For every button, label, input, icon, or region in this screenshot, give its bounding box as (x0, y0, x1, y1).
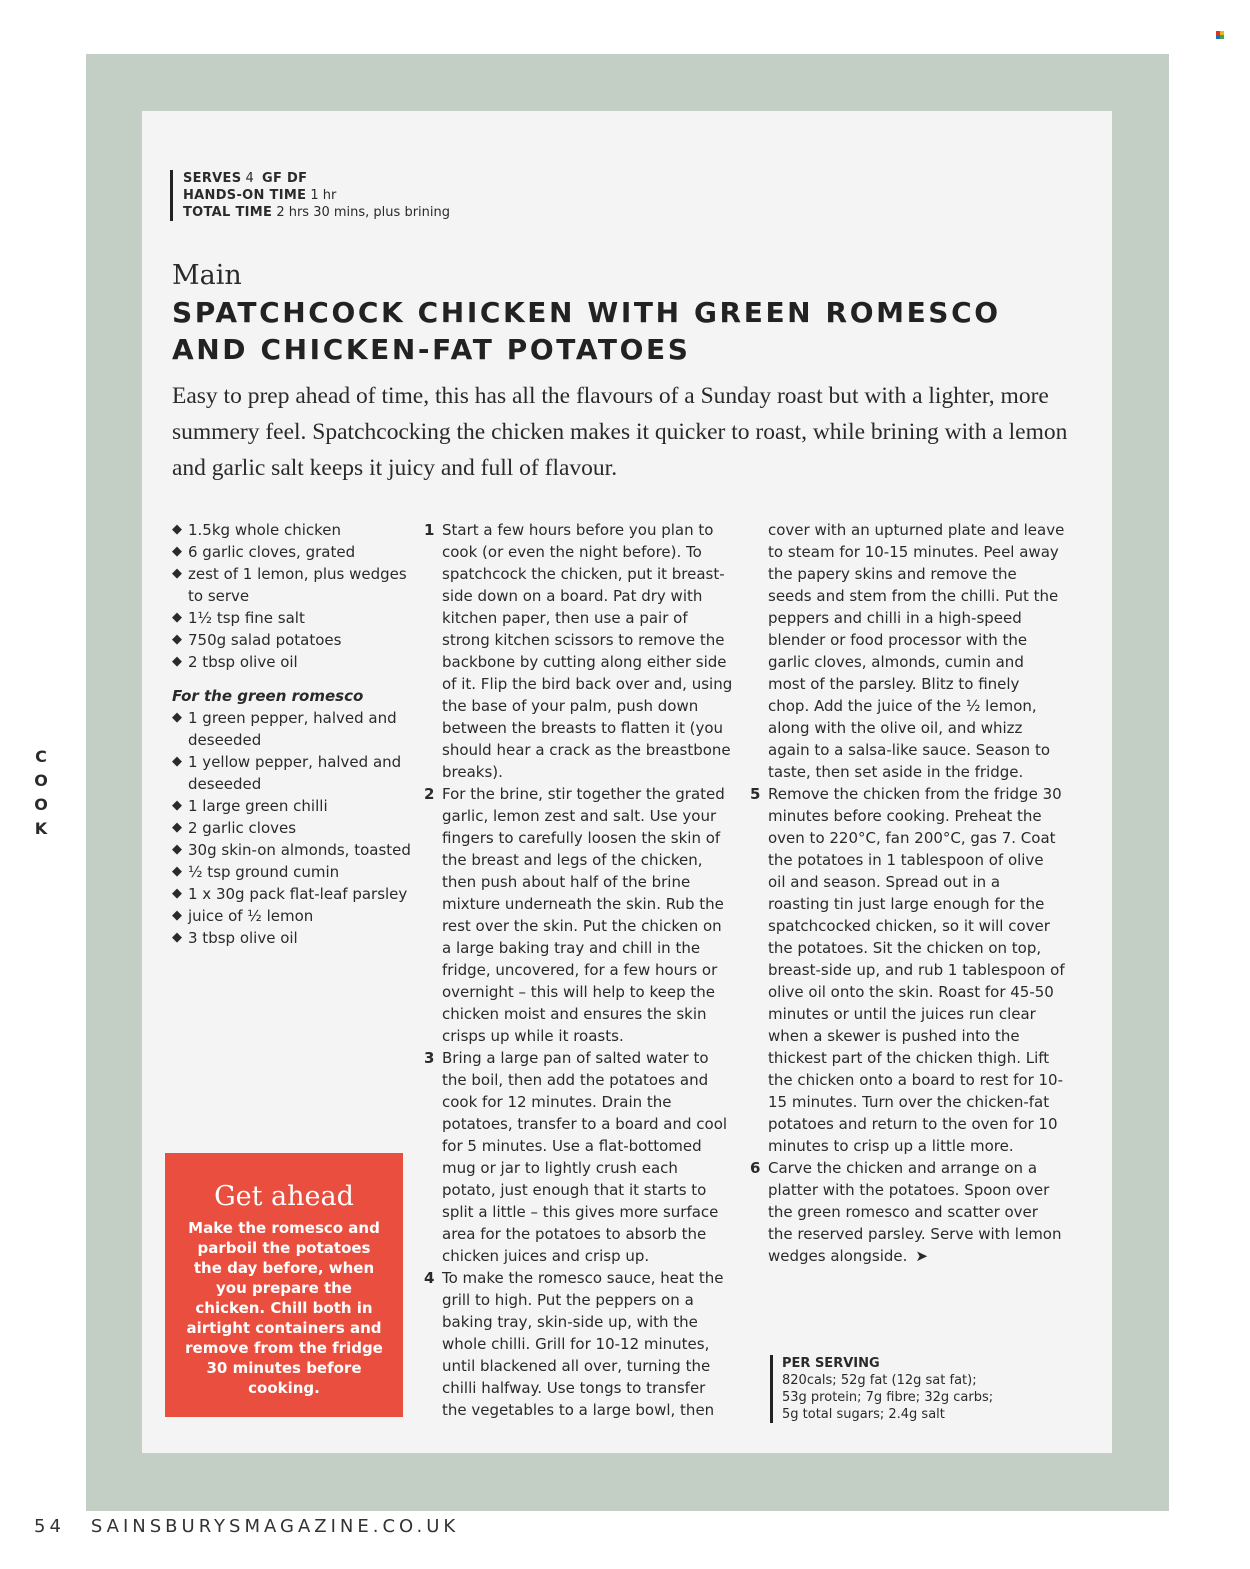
ingredient-item (172, 795, 412, 817)
website-link[interactable]: SAINSBURYSMAGAZINE.CO.UK (90, 1516, 460, 1537)
diamond-bullet-icon: ◆ (172, 654, 182, 669)
nutrition-line-2: 53g protein; 7g fibre; 32g carbs; (782, 1390, 994, 1405)
step-text: To make the romesco sauce, heat the grill to high. Put the peppers on a baking tray, skin-side up, with the whole chilli. Grill for 10-12 minutes, until blackened all over, turning the chilli halfway. Use tongs to transfer the vegetables to a large bowl, then (442, 1269, 724, 1419)
ingredient-text: 30g skin-on almonds, toasted (188, 841, 411, 859)
ingredient-text: ½ tsp ground cumin (188, 863, 340, 881)
ingredient-item (172, 817, 412, 839)
ingredient-text: 6 garlic cloves, grated (188, 543, 356, 561)
step-text: Remove the chicken from the fridge 30 minutes before cooking. Preheat the oven to 220°C, fan 200°C, gas 7. Coat the potatoes in 1 tablespoon of olive oil and season. Spread out in a roasting tin just large enough for the spatchcocked chicken, so it will cover the potatoes. Sit the chicken on top, breast-side up, and rub 1 tablespoon of olive oil onto the skin. Roast for 45-50 minutes or until the juices run clear when a skewer is pushed into the thickest part of the chicken thigh. Lift the chicken onto a board to rest for 10-15 minutes. Turn over the chicken-fat potatoes and return to the oven for 10 minutes to crisp up a little more. (768, 785, 1065, 1155)
step-number: 1 (424, 521, 435, 539)
ingredient-item (172, 541, 412, 563)
diamond-bullet-icon: ◆ (172, 632, 182, 647)
section-label-cook (28, 745, 54, 841)
ingredient-item (172, 751, 412, 795)
ingredient-item (172, 629, 412, 651)
hands-on-label: HANDS-ON TIME (183, 188, 307, 203)
ingredient-text: 1 green pepper, halved and deseeded (188, 709, 397, 749)
step-number: 5 (750, 785, 761, 803)
ingredient-item (172, 839, 412, 861)
ingredient-item (172, 861, 412, 883)
nutrition-line-3: 5g total sugars; 2.4g salt (782, 1407, 945, 1422)
method-step (750, 783, 1065, 1157)
side-letter: K (34, 819, 48, 838)
method-step (424, 1047, 734, 1267)
ingredient-text: 3 tbsp olive oil (188, 929, 298, 947)
step-number: 4 (424, 1269, 435, 1287)
method-step (424, 1267, 734, 1421)
hands-on-value: 1 hr (310, 188, 337, 203)
get-ahead-box (165, 1153, 403, 1417)
nutrition-heading: PER SERVING (782, 1356, 880, 1371)
ingredient-item (172, 883, 412, 905)
ingredient-text: 2 garlic cloves (188, 819, 297, 837)
step-number: 3 (424, 1049, 435, 1067)
diamond-bullet-icon: ◆ (172, 798, 182, 813)
nutrition-line-1: 820cals; 52g fat (12g sat fat); (782, 1373, 977, 1388)
ingredient-item (172, 607, 412, 629)
publisher-logo (1216, 31, 1224, 39)
diamond-bullet-icon: ◆ (172, 886, 182, 901)
get-ahead-title: Get ahead (214, 1181, 354, 1212)
diamond-bullet-icon: ◆ (172, 754, 182, 769)
step-text: Bring a large pan of salted water to the boil, then add the potatoes and cook for 12 minutes. Drain the potatoes, transfer to a board and cool for 5 minutes. Use a flat-bottomed mug or jar to lightly crush each potato, just enough that it starts to split a little – this gives more surface area for the potatoes to absorb the chicken juices and crisp up. (442, 1049, 728, 1265)
ingredient-text: 1.5kg whole chicken (188, 521, 342, 539)
step-4-continued: cover with an upturned plate and leave to steam for 10-15 minutes. Peel away the papery skins and remove the seeds and stem from the chilli. Put the peppers and chilli in a high-speed blender or food processor with the garlic cloves, almonds, cumin and most of the parsley. Blitz to finely chop. Add the juice of the ½ lemon, along with the olive oil, and whizz again to a salsa-like sauce. Season to taste, then set aside in the fridge. (768, 521, 1065, 781)
end-arrow-icon: ➤ (915, 1247, 928, 1265)
method-step (424, 783, 734, 1047)
diamond-bullet-icon: ◆ (172, 842, 182, 857)
step-number: 6 (750, 1159, 761, 1177)
step-number: 2 (424, 785, 435, 803)
diamond-bullet-icon: ◆ (172, 864, 182, 879)
recipe-title (172, 294, 1001, 368)
recipe-intro: Easy to prep ahead of time, this has all the flavours of a Sunday roast but with a lighter, more summery feel. Spatchcocking the chicken makes it quicker to roast, while brining with a lemon and garlic salt keeps it juicy and full of flavour. (172, 383, 1068, 481)
ingredient-text: 1 x 30g pack flat-leaf parsley (188, 885, 408, 903)
step-text: For the brine, stir together the grated garlic, lemon zest and salt. Use your fingers to carefully loosen the skin of the breast and legs of the chicken, then push about half of the brine mixture underneath the skin. Rub the rest over the skin. Put the chicken on a large baking tray and chill in the fridge, uncovered, for a few hours or overnight – this will help to keep the chicken moist and ensures the skin crisps up while it roasts. (442, 785, 725, 1045)
ingredient-text: 1½ tsp fine salt (188, 609, 305, 627)
ingredients-list (172, 519, 412, 949)
method-column-1 (424, 519, 734, 1421)
get-ahead-body: Make the romesco and parboil the potatoes the day before, when you prepare the chicken. Chill both in airtight containers and remove from the fridge 30 minutes before cooking. (185, 1219, 383, 1397)
side-letter: O (34, 795, 48, 814)
diamond-bullet-icon: ◆ (172, 710, 182, 725)
diamond-bullet-icon: ◆ (172, 930, 182, 945)
serves-value: 4 (245, 171, 254, 186)
romesco-heading: For the green romesco (172, 687, 364, 705)
page-footer (34, 1516, 459, 1537)
total-time-label: TOTAL TIME (183, 205, 273, 220)
diamond-bullet-icon: ◆ (172, 610, 182, 625)
side-letter: C (35, 747, 47, 766)
title-line-1: SPATCHCOCK CHICKEN WITH GREEN ROMESCO (172, 296, 1001, 329)
ingredient-item (172, 651, 412, 673)
diamond-bullet-icon: ◆ (172, 566, 182, 581)
page-number: 54 (34, 1516, 65, 1537)
ingredient-text: zest of 1 lemon, plus wedges to serve (188, 565, 407, 605)
method-step (424, 519, 734, 783)
side-letter: O (34, 771, 48, 790)
diamond-bullet-icon: ◆ (172, 522, 182, 537)
ingredient-text: 2 tbsp olive oil (188, 653, 298, 671)
total-time-value: 2 hrs 30 mins, plus brining (276, 205, 450, 220)
ingredient-text: 1 large green chilli (188, 797, 328, 815)
recipe-category: Main (172, 260, 242, 291)
ingredient-item (172, 519, 412, 541)
diamond-bullet-icon: ◆ (172, 908, 182, 923)
ingredient-text: 750g salad potatoes (188, 631, 342, 649)
method-column-2 (750, 519, 1065, 1267)
recipe-meta (170, 170, 450, 221)
diamond-bullet-icon: ◆ (172, 820, 182, 835)
diet-label: GF DF (262, 171, 308, 186)
step-text: Start a few hours before you plan to cook (or even the night before). To spatchcock the chicken, put it breast-side down on a board. Pat dry with kitchen paper, then use a pair of strong kitchen scissors to remove the backbone by cutting along either side of it. Flip the bird back over and, using the base of your palm, push down between the breasts to flatten it (you should hear a crack as the breastbone breaks). (442, 521, 733, 781)
step-text: Carve the chicken and arrange on a platter with the potatoes. Spoon over the green romesco and scatter over the reserved parsley. Serve with lemon wedges alongside. (768, 1159, 1062, 1265)
ingredient-item (172, 905, 412, 927)
title-line-2: AND CHICKEN-FAT POTATOES (172, 333, 691, 366)
ingredient-text: 1 yellow pepper, halved and deseeded (188, 753, 402, 793)
method-step (750, 1157, 1065, 1267)
serves-label: SERVES (183, 171, 242, 186)
ingredient-item (172, 927, 412, 949)
ingredient-item (172, 707, 412, 751)
diamond-bullet-icon: ◆ (172, 544, 182, 559)
ingredient-text: juice of ½ lemon (188, 907, 314, 925)
ingredient-item (172, 563, 412, 607)
nutrition-info (770, 1355, 993, 1423)
